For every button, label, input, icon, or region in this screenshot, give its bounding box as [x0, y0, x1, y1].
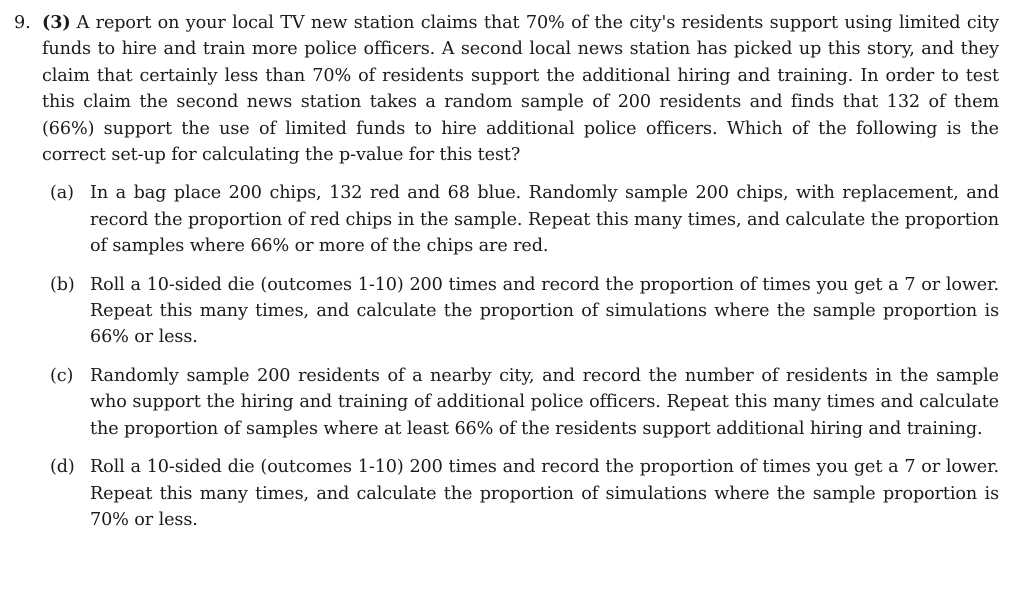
option-letter: (b) — [50, 274, 75, 295]
question-stem — [14, 10, 999, 168]
question-text: A report on your local TV new station claims that 70% of the city's residents support using limited city funds to hire and train more police officers. A second local news station has picked up this story, and they claim that certainly less than 70% of residents support the additional hiring and training. In order to test this claim the second news station takes a random sample of 200 residents and finds that 132 of them (66%) support the use of limited funds to hire additional police officers. Which of the following is the correct set-up for calculating the p-value for this test? — [42, 13, 999, 166]
answer-option-c[interactable] — [14, 363, 999, 442]
answer-option-d[interactable] — [14, 454, 999, 533]
answer-option-a[interactable] — [14, 180, 999, 259]
option-text: Randomly sample 200 residents of a nearby city, and record the number of residents in the sample who support the hiring and training of additional police officers. Repeat this many times and calculate the proportion of samples where at least 66% of the residents support additional hiring and training. — [90, 365, 999, 439]
option-letter: (a) — [50, 183, 74, 204]
option-letter: (d) — [50, 457, 75, 478]
option-text: Roll a 10-sided die (outcomes 1-10) 200 times and record the proportion of times you get a 7 or lower. Repeat this many times, and calculate the proportion of simulations where the sample proportion is 70% or less. — [90, 457, 999, 530]
question-points: (3) — [42, 12, 71, 33]
question-9 — [14, 10, 999, 545]
option-text: In a bag place 200 chips, 132 red and 68 blue. Randomly sample 200 chips, with replacement, and record the proportion of red chips in the sample. Repeat this many times, and calculate the proportion of samples where 66% or more of the chips are red. — [90, 183, 999, 257]
answer-options — [14, 180, 999, 533]
question-number: 9. — [14, 13, 31, 33]
option-letter: (c) — [50, 365, 74, 386]
option-text: Roll a 10-sided die (outcomes 1-10) 200 times and record the proportion of times you get a 7 or lower. Repeat this many times, and calculate the proportion of simulations where the sample proportion is 66% or less. — [90, 274, 999, 348]
answer-option-b[interactable] — [14, 272, 999, 351]
